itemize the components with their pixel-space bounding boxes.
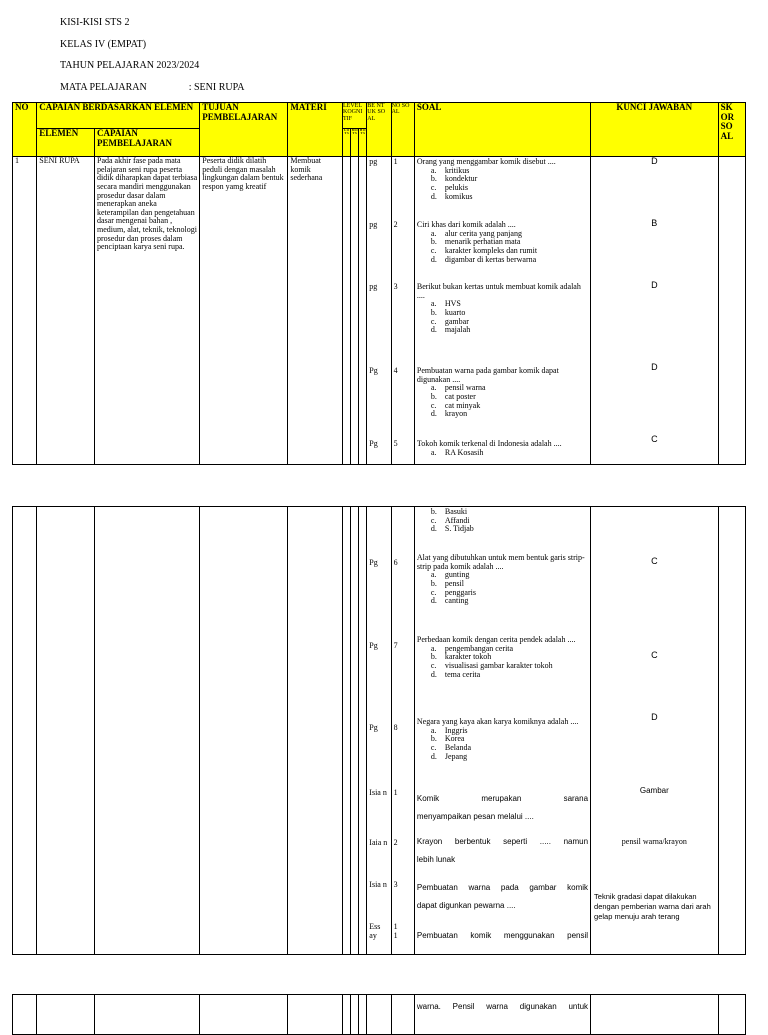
q1-opt-d: d. komikus: [430, 191, 473, 201]
th-materi: MATERI: [288, 103, 343, 157]
q5-text: Tokoh komik terkenal di Indonesia adalah ....: [416, 439, 562, 448]
q2-bentuk: pg: [369, 220, 378, 229]
q3-text: Berikut bukan kertas untuk membuat komik adalah ....: [416, 282, 581, 300]
kisi-table-page2: [12, 506, 746, 955]
q6-opt-b: b. pensil: [430, 578, 464, 588]
q1-text: Orang yang menggambar komik disebut ....: [416, 157, 556, 166]
isian-2: [415, 833, 590, 869]
q3-opt-d: d. majalah: [430, 325, 471, 335]
q7-opt-b: b. karakter tokoh: [430, 652, 492, 662]
question-4: [415, 367, 590, 419]
th-mots: M O T S: [351, 129, 359, 157]
q7-no: 7: [393, 641, 398, 650]
q6-opt-c: c. penggaris: [430, 587, 476, 597]
q8-opt-c: c. Belanda: [430, 742, 472, 752]
subject-value: : SENI RUPA: [188, 82, 245, 93]
q7-kunci: C: [651, 650, 658, 660]
q6-text: Alat yang dibutuhkan untuk mem bentuk garis strip-strip pada komik adalah ....: [416, 553, 585, 571]
q1-opt-b: b. kondektur: [430, 174, 478, 184]
question-8: [415, 718, 590, 761]
isian1-kunci: Gambar: [639, 786, 669, 795]
q1-opt-c: c. pelukis: [430, 182, 468, 192]
q2-opt-c: c. karakter kompleks dan rumit: [430, 245, 538, 255]
th-skor: SK OR SO AL: [718, 103, 745, 157]
p2-kunci-col: [591, 507, 719, 955]
q6-bentuk: Pg: [369, 558, 378, 567]
class-line: KELAS IV (EMPAT): [60, 39, 147, 50]
isian2-kunci: pensil warna/krayon: [621, 837, 687, 846]
th-kunci: KUNCI JAWABAN: [591, 103, 719, 157]
th-no: NO: [13, 103, 37, 157]
q7-bentuk: Pg: [369, 641, 378, 650]
q1-bentuk: pg: [369, 157, 378, 166]
q4-opt-a: a. pensil warna: [430, 383, 486, 393]
q6-kunci: C: [651, 556, 658, 566]
th-nosoal: NO SO AL: [391, 103, 414, 157]
isian2-bentuk: Iaia n: [369, 838, 388, 847]
question-6: [415, 554, 590, 606]
q2-opt-d: d. digambar di kertas berwarna: [430, 254, 537, 264]
th-capaian-pemb: CAPAIAN PEMBELAJARAN: [95, 129, 200, 157]
isian-1: [415, 790, 590, 826]
isian2-no: 2: [393, 838, 398, 847]
th-hots: H O T S: [359, 129, 367, 157]
q5-opt-c: c. Affandi: [430, 515, 470, 525]
cell-materi: Membuat komik sederhana: [288, 157, 343, 465]
essay-bentuk: Ess ay: [369, 922, 381, 940]
q3-bentuk: pg: [369, 282, 378, 291]
cell-elemen: SENI RUPA: [37, 157, 95, 465]
q4-bentuk: Pg: [369, 366, 378, 375]
isian3-kunci: Teknik gradasi dapat dilakukan dengan pemberian warna dari arah gelap menuju arah terang: [594, 892, 711, 921]
q1-opt-a: a. kritikus: [430, 165, 470, 175]
cell-soal-col: [414, 157, 590, 465]
isian2-text-line2: lebih lunak: [416, 855, 456, 864]
q3-opt-b: b. kuarto: [430, 307, 466, 317]
q3-no: 3: [393, 282, 398, 291]
cell-capaian: Pada akhir fase pada mata pelajaran seni rupa peserta didik diharapkan dapat terbiasa secara mandiri menggunakan prosedur dasar dalam menerapkan aneka keterampilan dan pengetahuan dasar mengenai bahan , medium, alat, teknik, teknologi prosedur dan proses dalam penciptaan karya seni rupa.: [95, 157, 200, 465]
th-tujuan: TUJUAN PEMBELAJARAN: [200, 103, 288, 157]
q5-no: 5: [393, 439, 398, 448]
isian1-text-line1: Komik merupakan sarana: [416, 794, 589, 803]
q8-no: 8: [393, 723, 398, 732]
th-level: LEVEL KOGNI TIF: [343, 103, 367, 129]
q4-opt-c: c. cat minyak: [430, 400, 481, 410]
kisi-table-page1: [12, 102, 746, 465]
subject-line: [60, 82, 244, 93]
q2-kunci: B: [651, 218, 658, 228]
th-lots: L O T S: [343, 129, 351, 157]
question-5: [415, 440, 590, 457]
cell-no-col: [391, 157, 414, 465]
q4-kunci: D: [651, 362, 658, 372]
q5-opt-d: d. S. Tidjab: [430, 524, 474, 534]
p2-bentuk-col: [367, 507, 391, 955]
q8-opt-a: a. Inggris: [430, 725, 468, 735]
q1-kunci: D: [651, 156, 658, 166]
q5-kunci: C: [651, 434, 658, 444]
cell-tujuan: Peserta didik dilatih peduli dengan masalah lingkungan dalam bentuk respon yamg kreatif: [200, 157, 288, 465]
question-5-continued: [415, 508, 590, 534]
p2-soal-col: [414, 507, 590, 955]
q5-opt-a: a. RA Kosasih: [430, 447, 484, 457]
essay-1: [415, 927, 590, 945]
q7-opt-a: a. pengembangan cerita: [430, 643, 514, 653]
q4-opt-d: d. krayon: [430, 409, 468, 419]
q7-text: Perbedaan komik dengan cerita pendek adalah ....: [416, 635, 576, 644]
q8-bentuk: Pg: [369, 723, 378, 732]
doc-title: KISI-KISI STS 2: [60, 17, 130, 28]
essay-text-continued: warna. Pensil warna digunakan untuk: [414, 995, 590, 1035]
p2-no-col: [391, 507, 414, 955]
year-line: TAHUN PELAJARAN 2023/2024: [60, 60, 200, 71]
th-elemen: ELEMEN: [37, 129, 95, 157]
cell-bentuk-col: [367, 157, 391, 465]
q2-opt-b: b. menarik perhatian mata: [430, 237, 521, 247]
q6-no: 6: [393, 558, 398, 567]
q4-text: Pembuatan warna pada gambar komik dapat digunakan ....: [416, 366, 559, 384]
question-7: [415, 636, 590, 679]
q8-opt-d: d. Jepang: [430, 751, 468, 761]
q3-opt-a: a. HVS: [430, 299, 461, 309]
q8-kunci: D: [651, 712, 658, 722]
essay-text-line1: Pembuatan komik menggunakan pensil: [416, 931, 589, 940]
isian-3: [415, 879, 590, 915]
th-soal: SOAL: [414, 103, 590, 157]
q1-no: 1: [393, 157, 398, 166]
subject-label: MATA PELAJARAN: [60, 82, 147, 93]
q7-opt-c: c. visualisasi gambar karakter tokoh: [430, 660, 553, 670]
cell-kunci-col: [591, 157, 719, 465]
q7-opt-d: d. tema cerita: [430, 669, 481, 679]
q3-opt-c: c. gambar: [430, 316, 469, 326]
cell-no: 1: [13, 157, 37, 465]
isian1-no: 1: [393, 788, 398, 797]
isian1-bentuk: Isia n: [369, 788, 387, 797]
isian1-text-line2: menyampaikan pesan melalui ....: [416, 812, 534, 821]
th-capaian: CAPAIAN BERDASARKAN ELEMEN: [37, 103, 200, 129]
question-3: [415, 283, 590, 335]
q5-opt-b: b. Basuki: [430, 507, 468, 516]
th-bentuk: BE NT UK SO AL: [367, 103, 391, 157]
isian3-text-line2: dapat digunkan pewarna ....: [416, 901, 516, 910]
q4-opt-b: b. cat poster: [430, 391, 476, 401]
question-1: [415, 158, 590, 201]
q4-no: 4: [393, 366, 398, 375]
isian2-text-line1: Krayon berbentuk seperti ..... namun: [416, 837, 589, 846]
q5-bentuk: Pg: [369, 439, 378, 448]
q6-opt-d: d. canting: [430, 596, 469, 606]
isian3-text-line1: Pembuatan warna pada gambar komik: [416, 883, 589, 892]
isian3-no: 3: [393, 880, 398, 889]
q8-text: Negara yang kaya akan karya komiknya adalah ....: [416, 717, 579, 726]
q3-kunci: D: [651, 280, 658, 290]
q2-text: Ciri khas dari komik adalah ....: [416, 220, 516, 229]
essay-no: 1 1: [393, 922, 398, 940]
q2-opt-a: a. alur cerita yang panjang: [430, 228, 522, 238]
question-2: [415, 221, 590, 264]
q8-opt-b: b. Korea: [430, 734, 465, 744]
q6-opt-a: a. gunting: [430, 570, 470, 580]
isian3-bentuk: Isia n: [369, 880, 387, 889]
kisi-table-page3: [12, 994, 746, 1035]
q2-no: 2: [393, 220, 398, 229]
